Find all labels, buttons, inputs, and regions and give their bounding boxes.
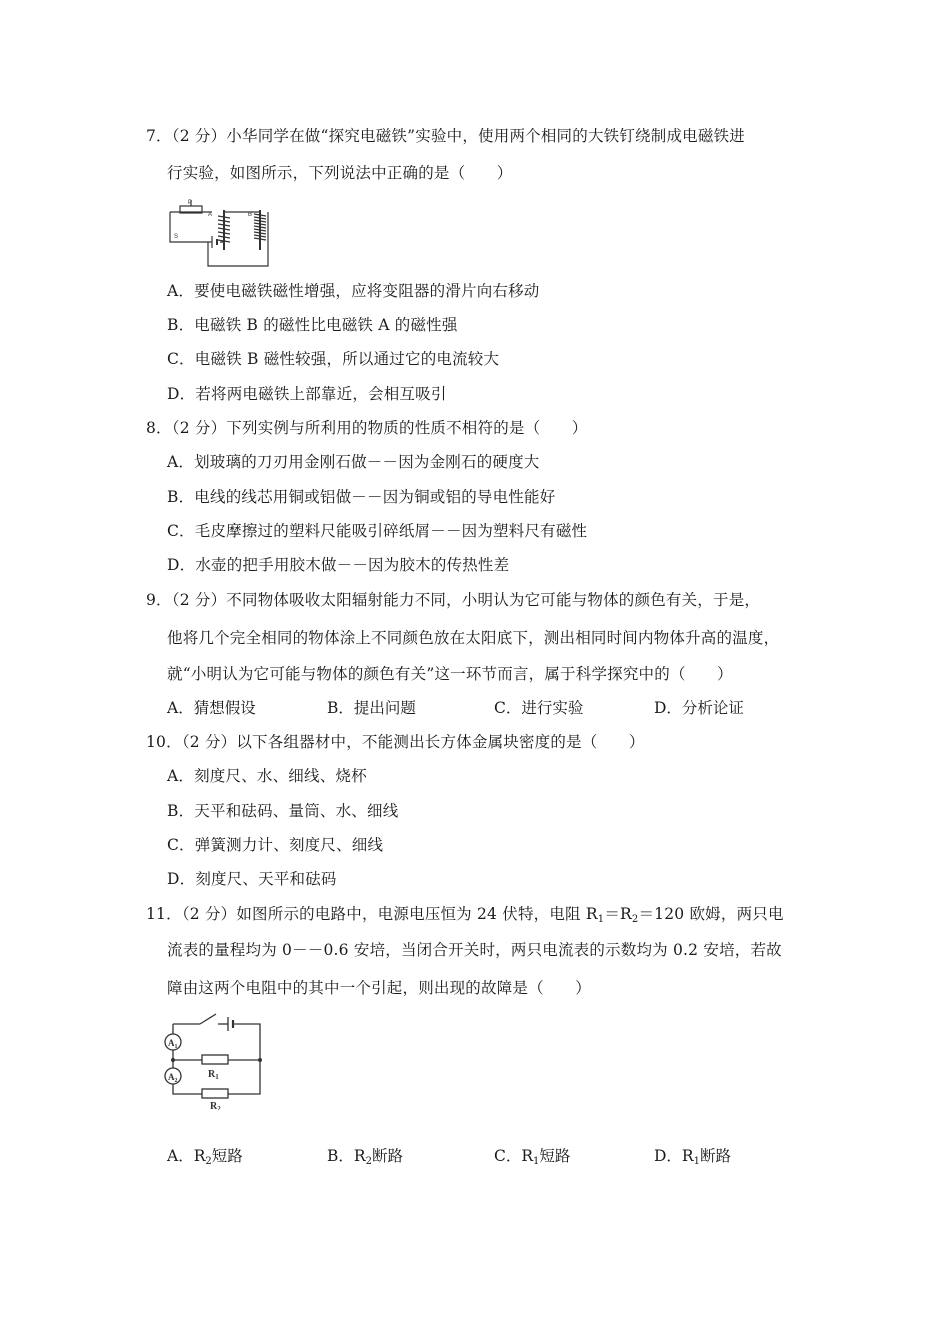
q7-option-d: D．若将两电磁铁上部靠近，会相互吸引: [167, 385, 447, 403]
ammeter-circuit-figure: [160, 1010, 270, 1110]
q11-option-d: [654, 1146, 731, 1172]
figure-label-b: B: [248, 212, 253, 218]
q9-option-c: C．进行实验: [494, 699, 584, 717]
q11-option-b: [327, 1146, 403, 1172]
q9-option-d: D．分析论证: [654, 699, 744, 717]
q9-stem-line-1: 9．（2 分）不同物体吸收太阳辐射能力不同，小明认为它可能与物体的颜色有关，于是，: [146, 591, 761, 609]
q9-stem-line-3: 就“小明认为它可能与物体的颜色有关”这一环节而言，属于科学探究中的（ ）: [167, 665, 733, 683]
figure-label-s: S: [174, 234, 179, 240]
resistor-r1-label: $R_1$: [208, 1069, 219, 1081]
q8-option-d: D．水壶的把手用胶木做－－因为胶木的传热性差: [167, 556, 510, 574]
q11-option-c-sub: 1: [533, 1156, 540, 1167]
q11-option-d-suffix: 断路: [699, 1147, 731, 1165]
q11-option-c-text: C．R: [494, 1147, 534, 1165]
q11-r1-subscript: 1: [597, 914, 605, 925]
q10-option-c: C．弹簧测力计、刻度尺、细线: [167, 836, 384, 854]
q11-stem-line-1-part-b: ＝R: [604, 905, 632, 923]
q9-option-b: B．提出问题: [327, 699, 416, 717]
q7-option-c: C．电磁铁 B 磁性较强，所以通过它的电流较大: [167, 350, 500, 368]
q11-option-b-sub: 2: [365, 1156, 372, 1167]
q7-stem-line-1: 7．（2 分）小华同学在做“探究电磁铁”实验中，使用两个相同的大铁钉绕制成电磁铁进: [146, 127, 745, 145]
q11-option-a-sub: 2: [205, 1156, 212, 1167]
q11-r2-subscript: 2: [631, 914, 639, 925]
resistor-r2-label: $R_2$: [210, 1101, 221, 1110]
q11-option-a-text: A．R: [167, 1147, 206, 1165]
ammeter-a2-label: $A_2$: [168, 1072, 178, 1084]
q7-stem-line-2: 行实验，如图所示，下列说法中正确的是（ ）: [167, 164, 513, 182]
q11-option-b-suffix: 断路: [371, 1147, 403, 1165]
q11-option-a: [167, 1146, 243, 1172]
q8-stem-line-1: 8．（2 分）下列实例与所利用的物质的性质不相符的是（ ）: [146, 419, 588, 437]
q8-option-a: A．划玻璃的刀刃用金刚石做－－因为金刚石的硬度大: [167, 453, 540, 471]
q10-option-d: D．刻度尺、天平和砝码: [167, 870, 337, 888]
q11-stem-line-1: [146, 904, 784, 930]
q11-option-d-sub: 1: [693, 1156, 700, 1167]
q11-option-b-text: B．R: [327, 1147, 366, 1165]
q10-option-a: A．刻度尺、水、细线、烧杯: [167, 767, 367, 785]
q8-option-c: C．毛皮摩擦过的塑料尺能吸引碎纸屑－－因为塑料尺有磁性: [167, 522, 588, 540]
figure-label-p: P: [188, 200, 193, 206]
q11-option-a-suffix: 短路: [211, 1147, 243, 1165]
electromagnet-circuit-figure: [160, 198, 280, 270]
figure-label-a: A: [208, 212, 213, 218]
q7-option-b: B．电磁铁 B 的磁性比电磁铁 A 的磁性强: [167, 316, 458, 334]
q11-stem-line-1-part-a: 11．（2 分）如图所示的电路中，电源电压恒为 24 伏特，电阻 R: [146, 905, 598, 923]
q11-stem-line-3: 障由这两个电阻中的其中一个引起，则出现的故障是（ ）: [167, 979, 591, 997]
ammeter-a1-label: $A_1$: [168, 1038, 178, 1050]
q8-option-b: B．电线的线芯用铜或铝做－－因为铜或铝的导电性能好: [167, 488, 556, 506]
q10-option-b: B．天平和砝码、量筒、水、细线: [167, 802, 399, 820]
q11-stem-line-1-part-c: ＝120 欧姆，两只电: [638, 905, 784, 923]
q11-option-d-text: D．R: [654, 1147, 694, 1165]
q11-stem-line-2: 流表的量程均为 0－－0.6 安培，当闭合开关时，两只电流表的示数均为 0.2 安培，若故: [167, 941, 782, 959]
q11-option-c-suffix: 短路: [539, 1147, 571, 1165]
q9-stem-line-2: 他将几个完全相同的物体涂上不同颜色放在太阳底下，测出相同时间内物体升高的温度，: [167, 629, 780, 647]
q7-option-a: A．要使电磁铁磁性增强，应将变阻器的滑片向右移动: [167, 282, 540, 300]
q11-option-c: [494, 1146, 570, 1172]
q10-stem-line-1: 10．（2 分）以下各组器材中，不能测出长方体金属块密度的是（ ）: [146, 733, 645, 751]
q9-option-a: A．猜想假设: [167, 699, 256, 717]
